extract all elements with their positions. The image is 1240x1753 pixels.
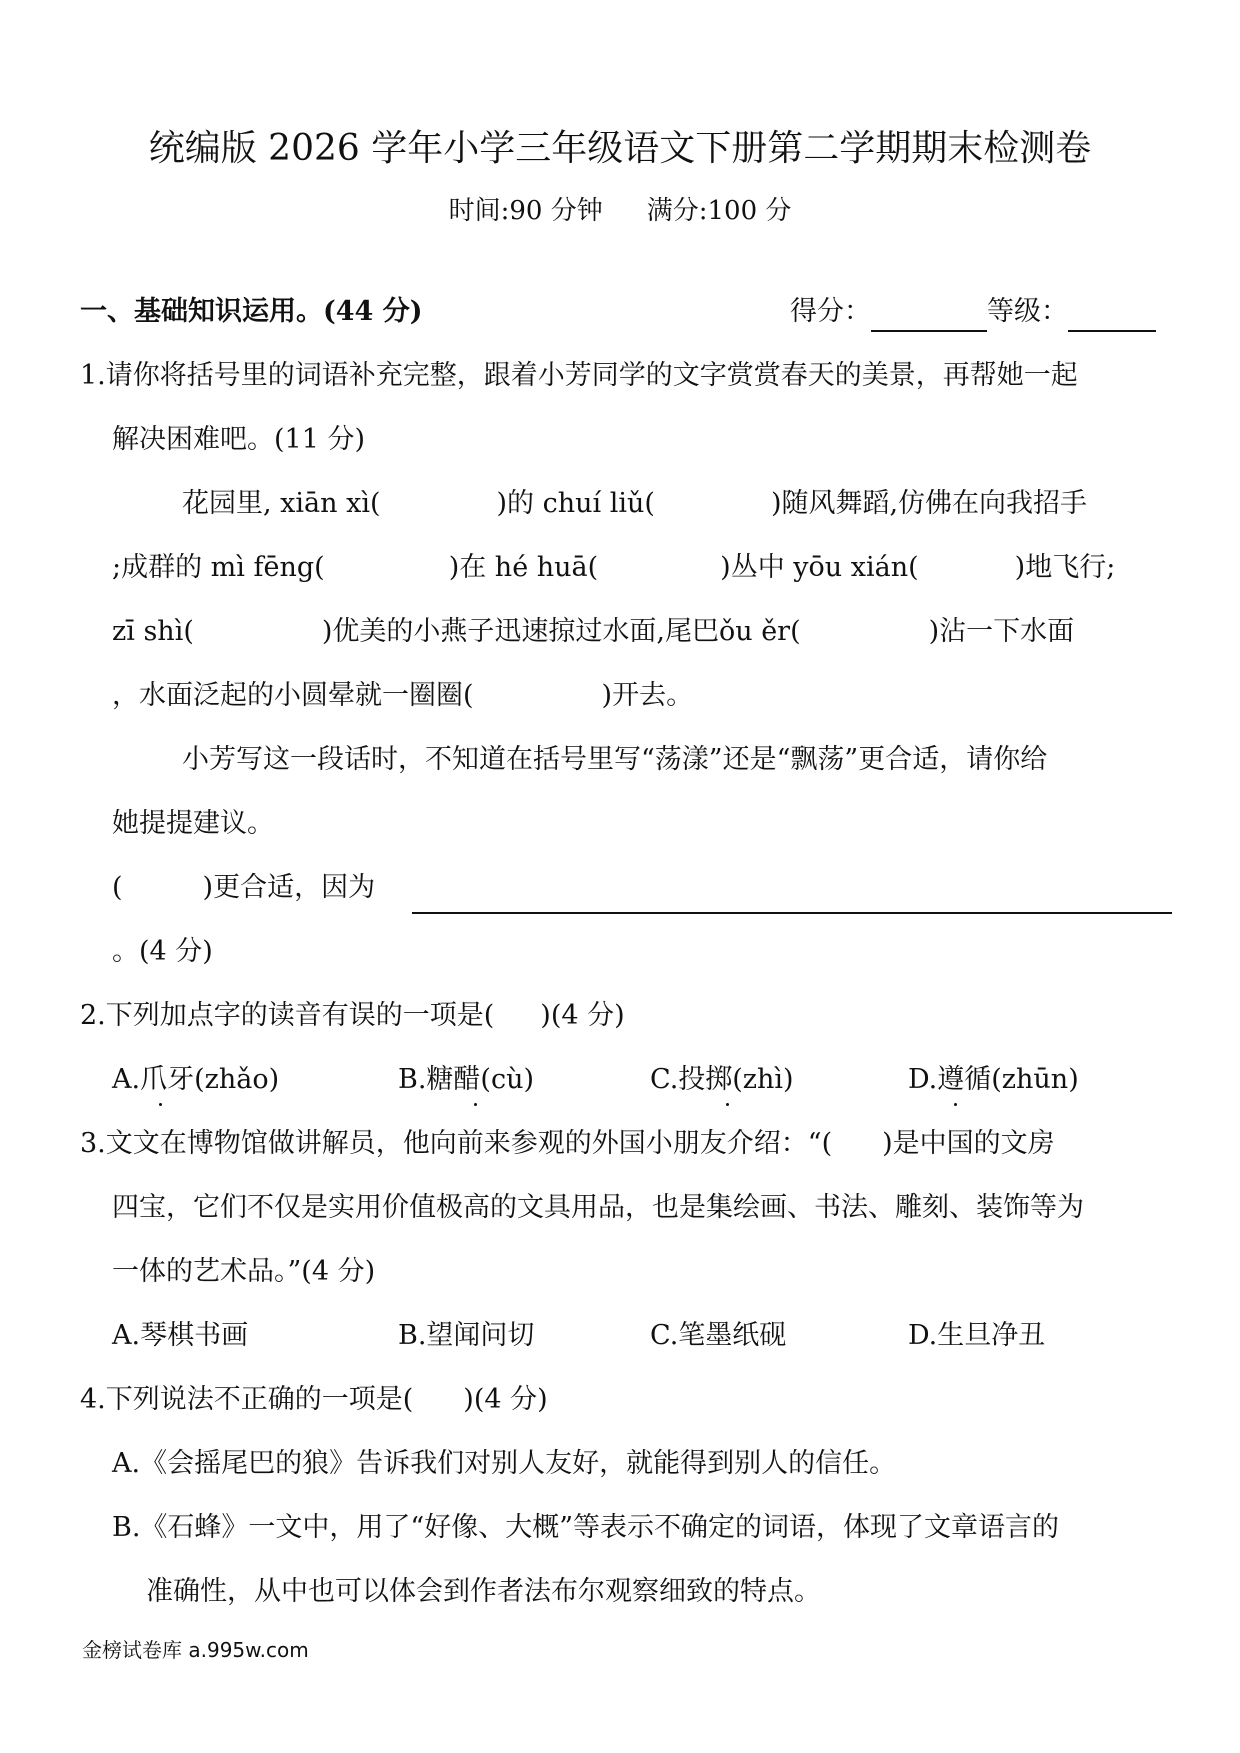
q1-stem-line2: 解决困难吧。(11 分) — [112, 424, 366, 455]
q4-stem-score: )(4 分) — [463, 1384, 548, 1415]
q1-answer-line — [112, 868, 375, 908]
q3-option-b[interactable]: B.望闻问切 — [398, 1320, 535, 1351]
q3-stem-line2: 四宝，它们不仅是实用价值极高的文具用品，也是集绘画、书法、雕刻、装饰等为 — [112, 1192, 1084, 1223]
q1-text-xianxi: 花园里, xiān xì( — [182, 488, 381, 519]
q2-option-a[interactable]: A.爪牙(zhǎo) — [112, 1064, 280, 1095]
q3-stem-text: 3.文文在博物馆做讲解员，他向前来参观的外国小朋友介绍：“( — [80, 1128, 833, 1159]
emphasis-dot — [159, 1103, 162, 1106]
q1-text-youxian: )丛中 yōu xián( — [720, 552, 919, 583]
emphasis-dot — [726, 1103, 729, 1106]
exam-time: 时间:90 分钟 — [448, 196, 603, 226]
exam-title: 统编版 2026 学年小学三年级语文下册第二学期期末检测卷 — [148, 128, 1092, 169]
footer-watermark: 金榜试卷库 a.995w.com — [82, 1638, 309, 1662]
q1-passage-line4 — [112, 676, 693, 716]
score-label: 得分： — [790, 296, 871, 327]
q1-answer-because: )更合适，因为 — [202, 872, 376, 903]
q1-suggestion-line2: 她提提建议。 — [112, 808, 274, 839]
q1-passage-line1 — [182, 484, 1087, 524]
q4-option-a[interactable]: A.《会摇尾巴的狼》告诉我们对别人友好，就能得到别人的信任。 — [112, 1448, 897, 1479]
q1-text-ouer: )优美的小燕子迅速掠过水面,尾巴ǒu ěr( — [321, 616, 801, 647]
grade-blank[interactable] — [1068, 296, 1156, 332]
q1-stem-line1: 1.请你将括号里的词语补充完整，跟着小芳同学的文字赏赏春天的美景，再帮她一起 — [80, 360, 1078, 391]
q3-option-c[interactable]: C.笔墨纸砚 — [650, 1320, 787, 1351]
emphasis-dot — [954, 1103, 957, 1106]
q1-text-hehua: )在 hé huā( — [448, 552, 599, 583]
q1-passage-line2 — [112, 548, 1115, 588]
exam-full-score: 满分:100 分 — [646, 196, 792, 226]
q1-text-line3-end: )沾一下水面 — [928, 616, 1075, 647]
q1-passage-line3 — [112, 612, 1074, 652]
grade-label: 等级： — [987, 296, 1068, 327]
q1-suggestion-line1: 小芳写这一段话时，不知道在括号里写“荡漾”还是“飘荡”更合适，请你给 — [182, 744, 1048, 775]
q3-stem-text-end: )是中国的文房 — [882, 1128, 1055, 1159]
q1-answer-end: 。(4 分) — [112, 936, 213, 967]
q4-option-b-line1[interactable]: B.《石蜂》一文中，用了“好像、大概”等表示不确定的词语，体现了文章语言的 — [112, 1512, 1060, 1543]
q1-text-zishi: zī shì( — [112, 616, 194, 647]
q2-stem-text: 2.下列加点字的读音有误的一项是( — [80, 1000, 495, 1031]
q1-reason-underline[interactable] — [412, 912, 1172, 914]
emphasis-dot — [474, 1103, 477, 1106]
score-grade-fields — [790, 292, 1156, 332]
q3-option-a[interactable]: A.琴棋书画 — [112, 1320, 249, 1351]
score-blank[interactable] — [871, 296, 987, 332]
q1-text-line1-end: )随风舞蹈,仿佛在向我招手 — [770, 488, 1088, 519]
q2-option-d[interactable]: D.遵循(zhūn) — [908, 1064, 1079, 1095]
q4-stem-text: 4.下列说法不正确的一项是( — [80, 1384, 414, 1415]
q2-option-c[interactable]: C.投掷(zhì) — [650, 1064, 794, 1095]
q2-stem — [80, 996, 625, 1036]
q1-text-line4-end: )开去。 — [601, 680, 694, 711]
q3-option-d[interactable]: D.生旦净丑 — [908, 1320, 1046, 1351]
q2-option-b[interactable]: B.糖醋(cù) — [398, 1064, 535, 1095]
q1-text-line2-end: )地飞行; — [1014, 552, 1116, 583]
q1-answer-open: ( — [112, 872, 123, 903]
q4-option-b-line2: 准确性，从中也可以体会到作者法布尔观察细致的特点。 — [146, 1576, 821, 1607]
section-1-title: 一、基础知识运用。(44 分) — [80, 296, 423, 327]
q1-text-mifeng: ;成群的 mì fēng( — [112, 552, 325, 583]
q1-text-yiquanquan: ，水面泛起的小圆晕就一圈圈( — [112, 680, 474, 711]
q3-stem-line1 — [80, 1124, 1055, 1164]
exam-subtitle — [0, 190, 1240, 227]
q2-stem-score: )(4 分) — [540, 1000, 625, 1031]
q1-text-chuiliu: )的 chuí liǔ( — [496, 488, 655, 519]
q4-stem — [80, 1380, 548, 1420]
q3-stem-line3: 一体的艺术品。”(4 分) — [112, 1256, 376, 1287]
